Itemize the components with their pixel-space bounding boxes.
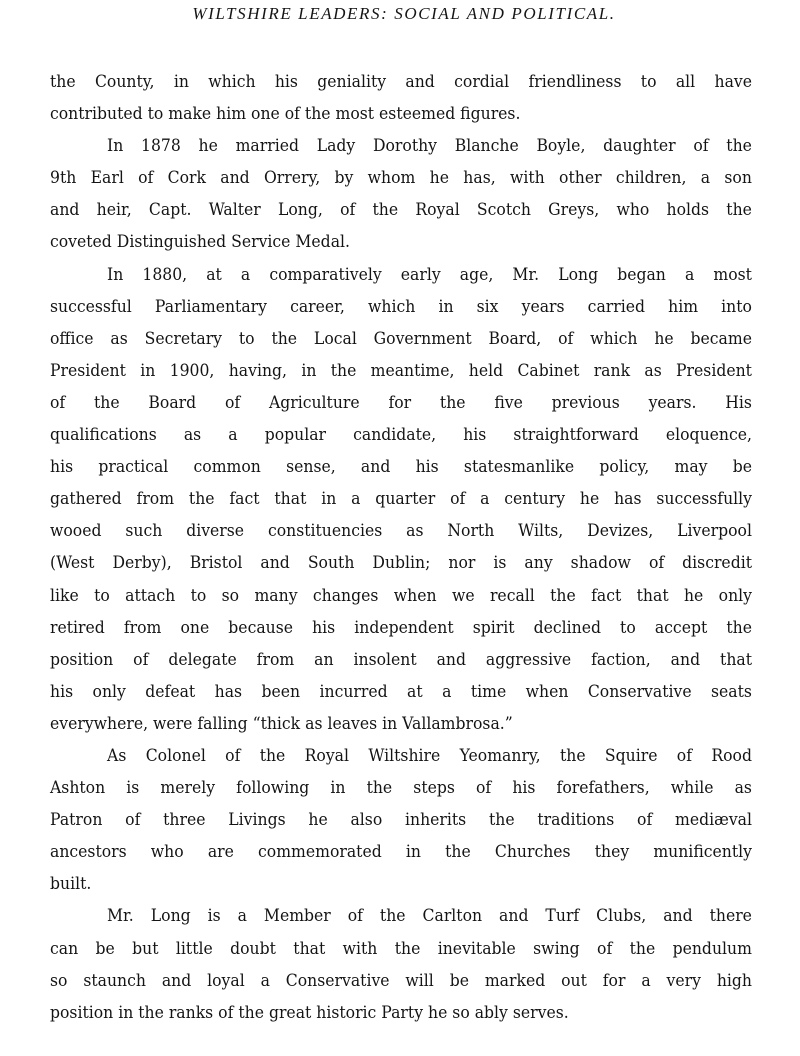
- text-line: office as Secretary to the Local Government Board, of which he became: [50, 328, 752, 349]
- text-line: and heir, Capt. Walter Long, of the Royal Scotch Greys, who holds the: [50, 200, 752, 221]
- text-line: like to attach to so many changes when we recall the fact that he only: [50, 585, 753, 606]
- text-line: ancestors who are commemorated in the Churches they munificently: [50, 842, 752, 863]
- text-line: Patron of three Livings he also inherits the traditions of mediæval: [50, 810, 753, 831]
- text-line: gathered from the fact that in a quarter of a century he has successfully: [50, 489, 753, 510]
- text-line: position of delegate from an insolent and aggressive faction, and that: [50, 649, 753, 670]
- paragraph: [50, 66, 752, 130]
- text-line: his practical common sense, and his statesmanlike policy, may be: [50, 457, 752, 478]
- text-line: In 1878 he married Lady Dorothy Blanche Boyle, daughter of the: [107, 136, 752, 157]
- running-head: WILTSHIRE LEADERS: SOCIAL AND POLITICAL.: [192, 4, 616, 23]
- text-line: can be but little doubt that with the inevitable swing of the pendulum: [50, 938, 752, 959]
- paragraph: [50, 740, 752, 900]
- paragraph: [50, 900, 752, 1028]
- text-line: As Colonel of the Royal Wiltshire Yeomanry, the Squire of Rood: [107, 745, 752, 766]
- text-line: In 1880, at a comparatively early age, Mr. Long began a most: [107, 264, 752, 285]
- text-line: built.: [50, 874, 92, 895]
- text-line: wooed such diverse constituencies as North Wilts, Devizes, Liverpool: [50, 521, 752, 542]
- text-line: coveted Distinguished Service Medal.: [50, 232, 351, 253]
- text-line: President in 1900, having, in the meantime, held Cabinet rank as President: [50, 360, 752, 381]
- text-line: Mr. Long is a Member of the Carlton and Turf Clubs, and there: [107, 906, 752, 927]
- text-line: so staunch and loyal a Conservative will be marked out for a very high: [50, 970, 752, 991]
- text-line: of the Board of Agriculture for the five previous years. His: [50, 392, 752, 413]
- text-line: Ashton is merely following in the steps of his forefathers, while as: [50, 778, 752, 799]
- body-text: [50, 66, 752, 1029]
- text-line: contributed to make him one of the most esteemed figures.: [50, 104, 521, 125]
- text-line: everywhere, were falling “thick as leaves in Vallambrosa.”: [50, 713, 513, 734]
- text-line: his only defeat has been incurred at a time when Conservative seats: [50, 681, 752, 702]
- paragraph: [50, 259, 752, 740]
- text-line: successful Parliamentary career, which in six years carried him into: [50, 296, 752, 317]
- text-line: qualifications as a popular candidate, his straightforward eloquence,: [50, 425, 752, 446]
- text-line: position in the ranks of the great historic Party he so ably serves.: [50, 1002, 569, 1023]
- text-line: the County, in which his geniality and cordial friendliness to all have: [50, 72, 753, 92]
- text-line: 9th Earl of Cork and Orrery, by whom he has, with other children, a son: [50, 168, 752, 189]
- paragraph: [50, 130, 752, 258]
- text-line: (West Derby), Bristol and South Dublin; nor is any shadow of discredit: [50, 553, 753, 574]
- text-line: retired from one because his independent spirit declined to accept the: [50, 617, 752, 638]
